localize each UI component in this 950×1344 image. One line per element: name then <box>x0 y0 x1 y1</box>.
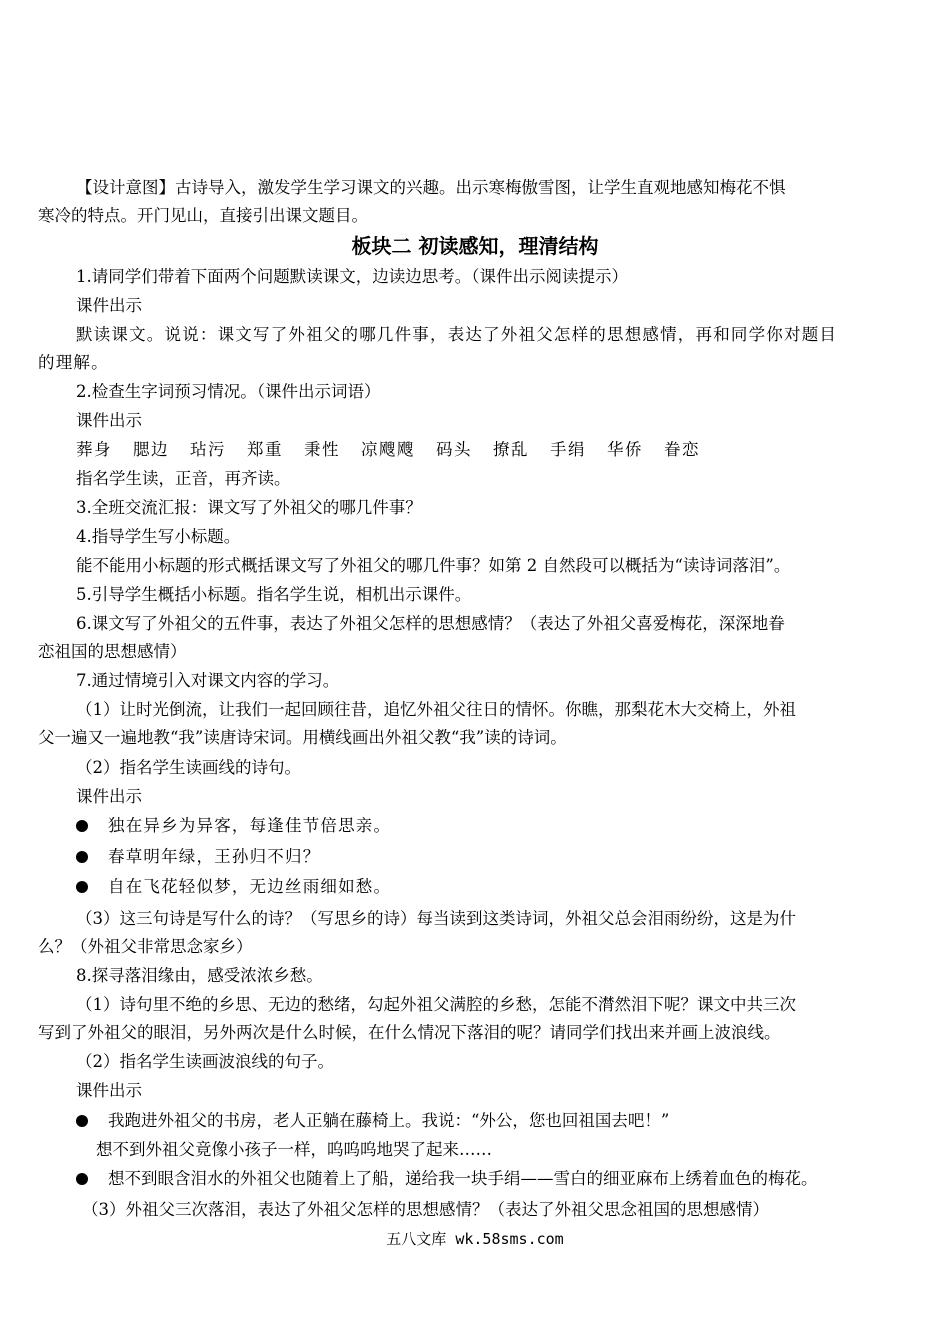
step-7: 7.通过情境引入对课文内容的学习。 <box>76 671 340 690</box>
poem-line: 自在飞花轻似梦，无边丝雨细如愁。 <box>108 877 392 896</box>
step-7-1-line1: （1）让时光倒流，让我们一起回顾往昔，追忆外祖父往日的情怀。你瞧，那梨花木大交椅上，外祖 <box>76 700 796 719</box>
step-7-3-line1: （3）这三句诗是写什么的诗？（写思乡的诗）每当读到这类诗词，外祖父总会泪雨纷纷，这是为什 <box>76 909 796 928</box>
bullet-icon <box>76 820 88 832</box>
step-3: 3.全班交流汇报：课文写了外祖父的哪几件事？ <box>76 498 422 517</box>
courseware-label: 课件出示 <box>76 787 142 806</box>
bullet-icon <box>76 1173 88 1185</box>
courseware-label: 课件出示 <box>76 296 142 315</box>
poem-line: 独在异乡为异客，每逢佳节倍思亲。 <box>108 816 392 835</box>
courseware-label: 课件出示 <box>76 1081 142 1100</box>
quote-1-line1: 我跑进外祖父的书房，老人正躺在藤椅上。我说：“外公，您也回祖国去吧！” <box>108 1111 670 1130</box>
design-intent-line1: 【设计意图】古诗导入，激发学生学习课文的兴趣。出示寒梅傲雪图，让学生直观地感知梅花不惧 <box>76 178 786 197</box>
section-title: 板块二 初读感知，理清结构 <box>351 234 599 258</box>
quote-2: 想不到眼含泪水的外祖父也随着上了船，递给我一块手绢——雪白的细亚麻布上绣着血色的梅花。 <box>108 1169 818 1188</box>
bullet-icon <box>76 1115 88 1127</box>
step-6-line2: 恋祖国的思想感情） <box>38 642 187 661</box>
footer-watermark: 五八文库 wk.58sms.com <box>386 1230 564 1248</box>
step-7-1-line2: 父一遍又一遍地教“我”读唐诗宋词。用横线画出外祖父教“我”读的诗词。 <box>38 728 567 747</box>
vocab-word: 秉性 <box>304 440 340 459</box>
bullet-icon <box>76 851 88 863</box>
design-intent-line2: 寒冷的特点。开门见山，直接引出课文题目。 <box>38 206 368 225</box>
step-8-2: （2）指名学生读画波浪线的句子。 <box>76 1052 334 1071</box>
vocab-word: 郑重 <box>247 440 283 459</box>
step-7-2: （2）指名学生读画线的诗句。 <box>76 758 301 777</box>
vocab-word: 华侨 <box>607 440 643 459</box>
step-2: 2.检查生字词预习情况。（课件出示词语） <box>76 382 381 401</box>
poem-line: 春草明年绿，王孙归不归？ <box>108 847 321 866</box>
step-1: 1.请同学们带着下面两个问题默读课文，边读边思考。（课件出示阅读提示） <box>76 267 628 286</box>
vocabulary-list <box>76 439 721 461</box>
vocab-word: 码头 <box>436 440 472 459</box>
step-7-3-line2: 么？（外祖父非常思念家乡） <box>38 937 253 956</box>
step-8-1-line1: （1）诗句里不绝的乡思、无边的愁绪，勾起外祖父满腔的乡愁，怎能不潸然泪下呢？课文中共三次 <box>76 995 796 1014</box>
step-4: 4.指导学生写小标题。 <box>76 527 241 546</box>
step-8-1-line2: 写到了外祖父的眼泪，另外两次是什么时候，在什么情况下落泪的呢？请同学们找出来并画上波浪线。 <box>38 1023 781 1042</box>
reading-prompt-line2: 的理解。 <box>38 353 109 372</box>
vocab-word: 凉飕飕 <box>361 440 415 459</box>
step-4-detail: 能不能用小标题的形式概括课文写了外祖父的哪几件事？如第 2 自然段可以概括为“读诗词落泪”。 <box>76 556 791 575</box>
step-8: 8.探寻落泪缘由，感受浓浓乡愁。 <box>76 966 323 985</box>
courseware-label: 课件出示 <box>76 411 142 430</box>
step-2-read: 指名学生读，正音，再齐读。 <box>76 469 291 488</box>
vocab-word: 眷恋 <box>664 440 700 459</box>
bullet-icon <box>76 881 88 893</box>
vocab-word: 葬身 <box>76 440 112 459</box>
quote-1-line2: 想不到外祖父竟像小孩子一样，呜呜呜地哭了起来…… <box>96 1140 492 1159</box>
vocab-word: 撩乱 <box>493 440 529 459</box>
step-5: 5.引导学生概括小标题。指名学生说，相机出示课件。 <box>76 585 472 604</box>
vocab-word: 玷污 <box>190 440 226 459</box>
step-8-3: （3）外祖父三次落泪，表达了外祖父怎样的思想感情？（表达了外祖父思念祖国的思想感情） <box>82 1200 769 1219</box>
reading-prompt-line1: 默读课文。说说：课文写了外祖父的哪几件事，表达了外祖父怎样的思想感情，再和同学你对题目 <box>76 325 838 344</box>
vocab-word: 腮边 <box>133 440 169 459</box>
step-6-line1: 6.课文写了外祖父的五件事，表达了外祖父怎样的思想感情？（表达了外祖父喜爱梅花，深深地眷 <box>76 614 785 633</box>
vocab-word: 手绢 <box>550 440 586 459</box>
